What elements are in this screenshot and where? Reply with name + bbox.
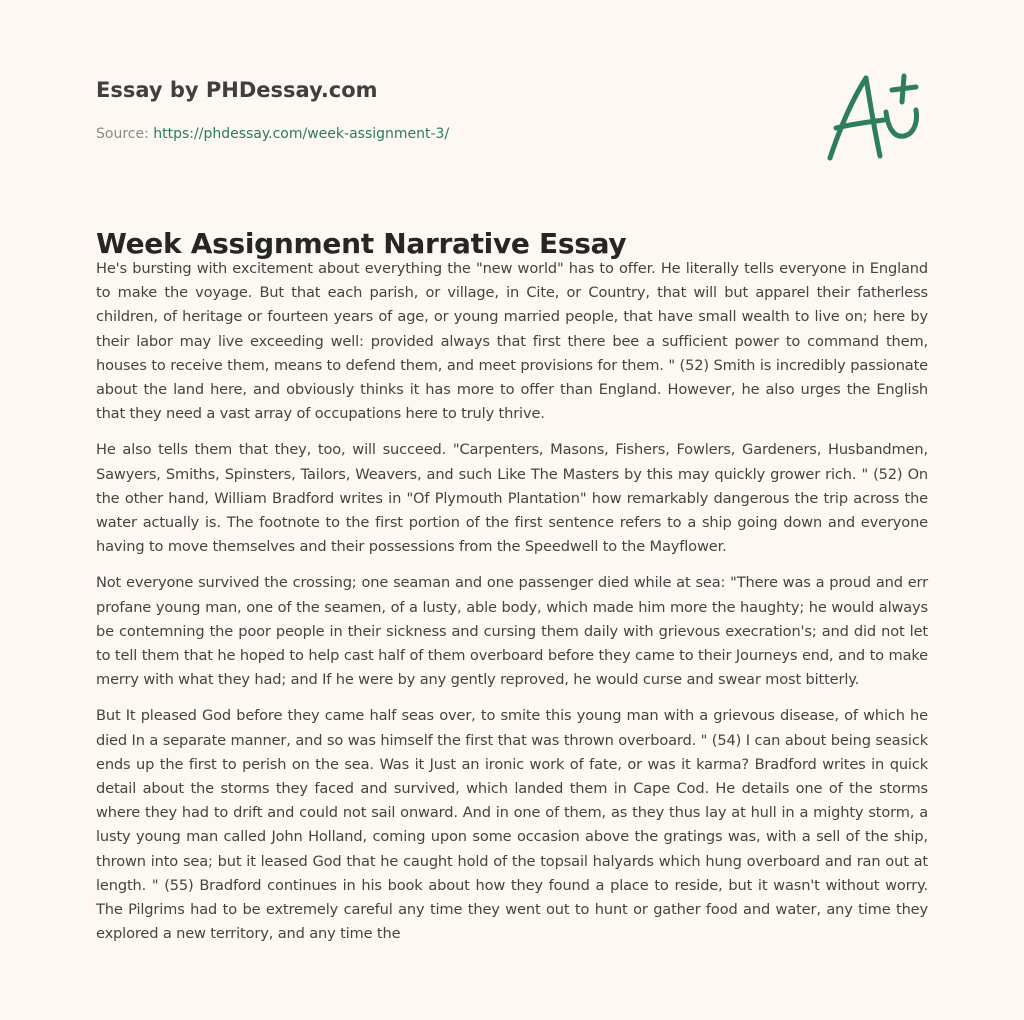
essay-paragraph: He's bursting with excitement about everything the "new world" has to offer. He literally tells everyone in England to make the voyage. But that each parish, or village, in Cite, or Country, that will but apparel their fatherless children, of heritage or fourteen years of age, or young married people, that have small wealth to live on; here by their labor may live exceeding well: provided always that first there bee a sufficient power to command them, houses to receive them, means to defend them, and meet provisions for them. " (52) Smith is incredibly passionate about the land here, and obviously thinks it has more to offer than England. However, he also urges the English that they need a vast array of occupations here to truly thrive.	[96, 260, 928, 423]
page-header	[96, 76, 928, 144]
essay-title: Week Assignment Narrative Essay	[96, 227, 627, 260]
essay-paragraph: Not everyone survived the crossing; one seaman and one passenger died while at sea: "There was a proud and err profane young man, one of the seamen, of a lusty, able body, which made him more the haughty; he would always be contemning the poor people in their sickness and cursing them daily with grievous execration's; and did not let to tell them that he hoped to help cast half of them overboard before they came to their Journeys end, and to make merry with what they had; and If he were by any gently reproved, he would curse and swear most bitterly.	[96, 574, 928, 689]
essay-paragraph: He also tells them that they, too, will succeed. "Carpenters, Masons, Fishers, Fowlers, Gardeners, Husbandmen, Sawyers, Smiths, Spinsters, Tailors, Weavers, and such Like The Masters by this may quickly grower rich. " (52) On the other hand, William Bradford writes in "Of Plymouth Plantation" how remarkably dangerous the trip across the water actually is. The footnote to the first portion of the first sentence refers to a ship going down and everyone having to move themselves and their possessions from the Speedwell to the Mayflower.	[96, 441, 928, 556]
essay-paragraph: But It pleased God before they came half seas over, to smite this young man with a grievous disease, of which he died In a separate manner, and so was himself the first that was thrown overboard. " (54) I can about being seasick ends up the first to perish on the sea. Was it Just an ironic work of fate, or was it karma? Bradford writes in quick detail about the storms they faced and survived, which landed them in Cape Cod. He details one of the storms where they had to drift and could not sail onward. And in one of them, as they thus lay at hull in a mighty storm, a lusty young man called John Holland, coming upon some occasion above the gratings was, with a sell of the ship, thrown into sea; but it leased God that he caught hold of the topsail halyards which hung overboard and ran out at length. " (55) Bradford continues in his book about how they found a place to reside, but it wasn't without worry. The Pilgrims had to be extremely careful any time they went out to hunt or gather food and water, any time they explored a new territory, and any time the	[96, 707, 928, 943]
source-line	[96, 124, 928, 144]
source-link[interactable]: https://phdessay.com/week-assignment-3/	[153, 126, 450, 142]
a-plus-logo-icon	[822, 66, 932, 166]
brand-title: Essay by PHDessay.com	[96, 78, 378, 102]
source-label: Source:	[96, 126, 154, 142]
essay-body	[96, 257, 928, 958]
